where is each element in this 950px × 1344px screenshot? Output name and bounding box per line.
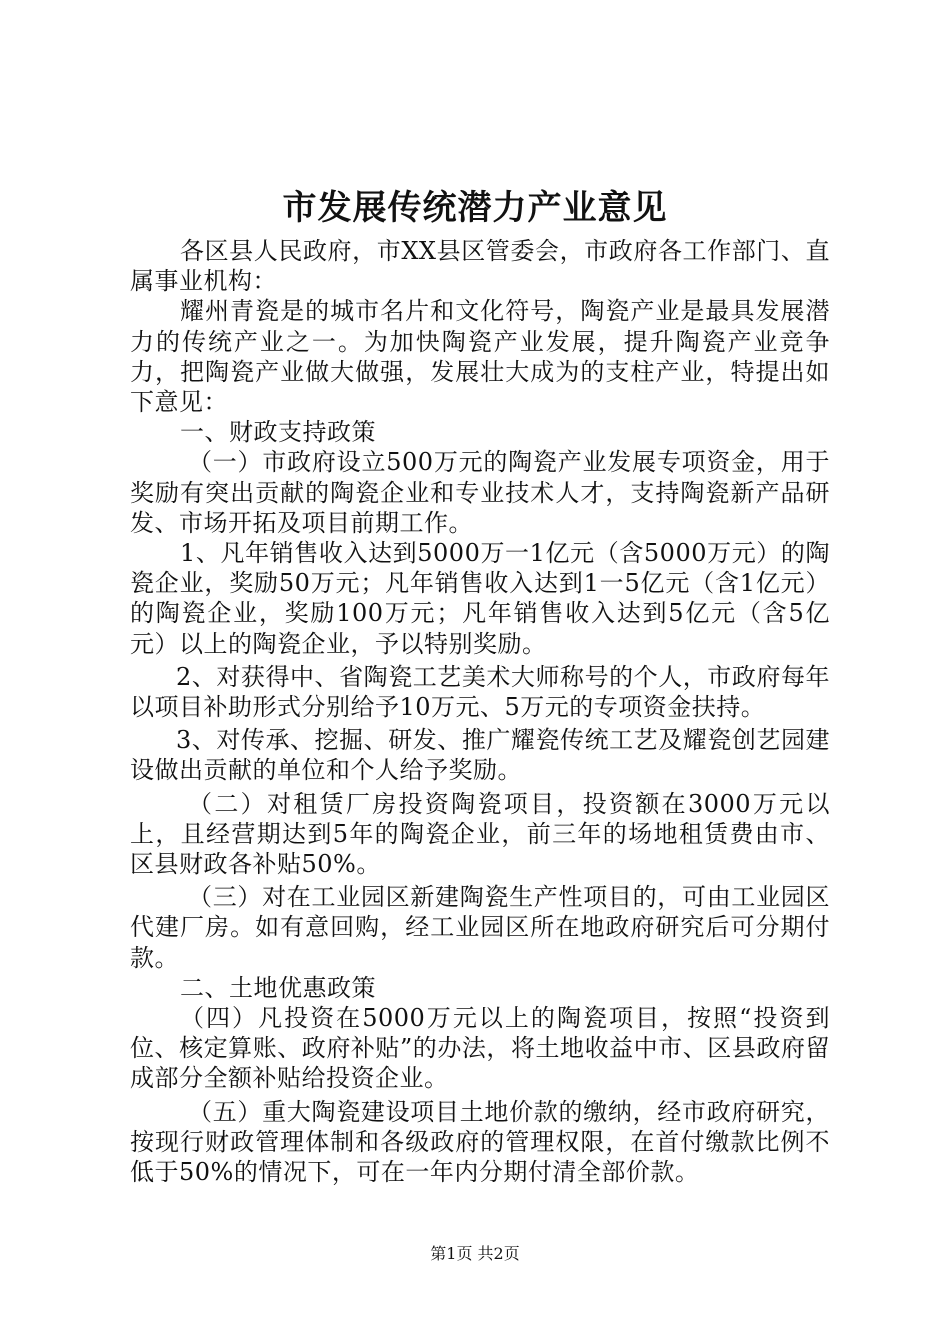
paragraph-item-3: （三）对在工业园区新建陶瓷生产性项目的，可由工业园区代建厂房。如有意回购，经工业园区所在地政府研究后可分期付款。 [130, 883, 830, 972]
document-title: 市发展传统潜力产业意见 [282, 188, 668, 228]
document-body [130, 236, 830, 1187]
paragraph-subitem-3: 3、对传承、挖掘、研发、推广耀瓷传统工艺及耀瓷创艺园建设做出贡献的单位和个人给予奖励。 [130, 726, 830, 785]
paragraph-item-4: （四）凡投资在5000万元以上的陶瓷项目，按照“投资到位、核定算账、政府补贴”的办法，将土地收益中市、区县政府留成部分全额补贴给投资企业。 [130, 1004, 830, 1093]
paragraph-intro: 耀州青瓷是的城市名片和文化符号，陶瓷产业是最具发展潜力的传统产业之一。为加快陶瓷产业发展，提升陶瓷产业竞争力，把陶瓷产业做大做强，发展壮大成为的支柱产业，特提出如下意见： [130, 297, 830, 417]
paragraph-addressee: 各区县人民政府，市XX县区管委会，市政府各工作部门、直属事业机构： [130, 237, 830, 296]
section-heading-land: 二、土地优惠政策 [180, 973, 376, 1002]
page-footer: 第1页 共2页 [430, 1244, 520, 1263]
paragraph-item-1: （一）市政府设立500万元的陶瓷产业发展专项资金，用于奖励有突出贡献的陶瓷企业和专业技术人才，支持陶瓷新产品研发、市场开拓及项目前期工作。 [130, 448, 830, 537]
paragraph-item-2: （二）对租赁厂房投资陶瓷项目，投资额在3000万元以上，且经营期达到5年的陶瓷企业，前三年的场地租赁费由市、区县财政各补贴50%。 [130, 789, 830, 879]
paragraph-subitem-2: 2、对获得中、省陶瓷工艺美术大师称号的个人，市政府每年以项目补助形式分别给予10万元、5万元的专项资金扶持。 [130, 662, 830, 722]
paragraph-subitem-1: 1、凡年销售收入达到5000万一1亿元（含5000万元）的陶瓷企业，奖励50万元；凡年销售收入达到1一5亿元（含1亿元）的陶瓷企业，奖励100万元；凡年销售收入达到5亿元（含5亿元）以上的陶瓷企业，予以特别奖励。 [130, 539, 830, 658]
paragraph-item-5: （五）重大陶瓷建设项目土地价款的缴纳，经市政府研究，按现行财政管理体制和各级政府的管理权限，在首付缴款比例不低于50%的情况下，可在一年内分期付清全部价款。 [130, 1097, 830, 1187]
section-heading-finance: 一、财政支持政策 [180, 418, 376, 447]
